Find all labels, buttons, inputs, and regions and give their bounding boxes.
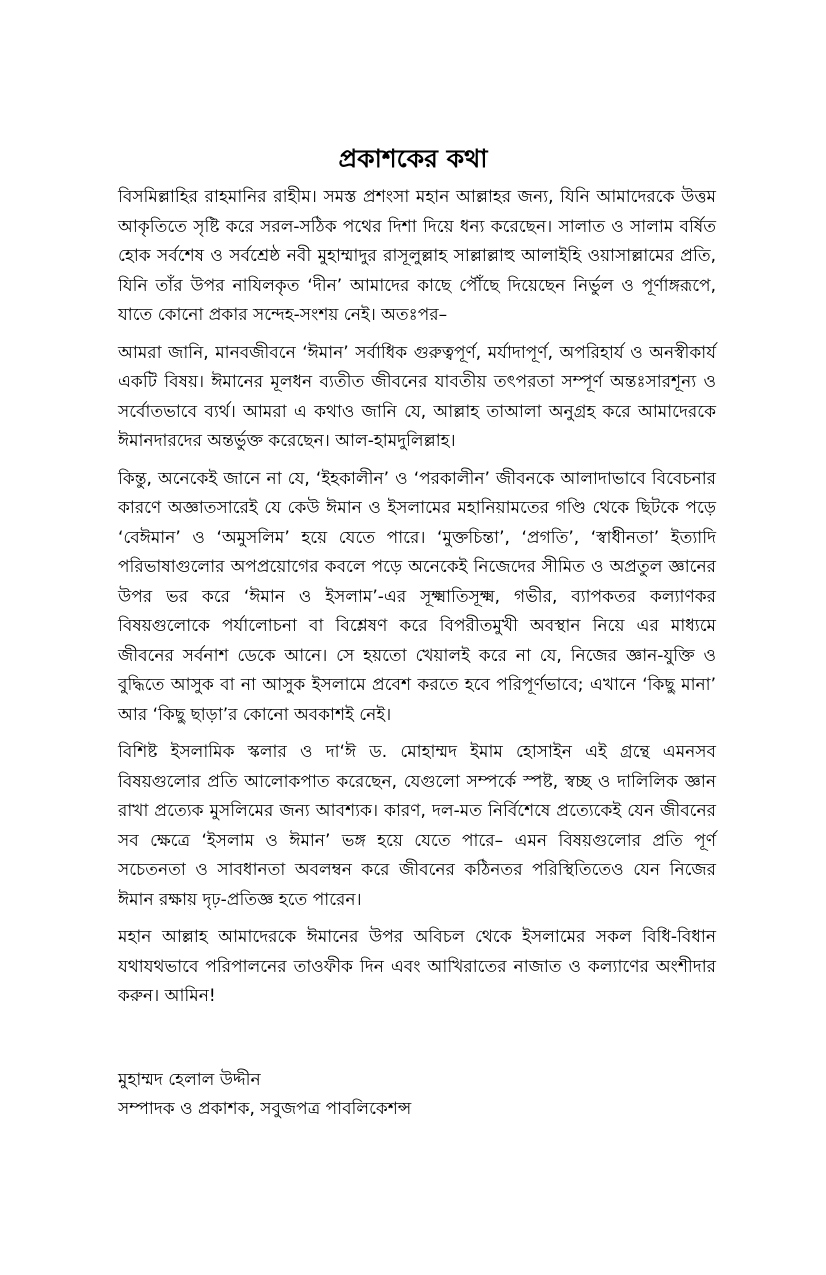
body-text xyxy=(118,183,716,1020)
paragraph-author: বিশিষ্ট ইসলামিক স্কলার ও দা‘ঈ ড. মোহাম্মদ ইমাম হোসাইন এই গ্রন্থে এমনসব বিষয়গুলোর প্রতি আলোকপাত করেছেন, যেগুলো সম্পর্কে স্পষ্ট, স্বচ্ছ ও দালিলিক জ্ঞান রাখা প্রত্যেক মুসলিমের জন্য আবশ্যক। কারণ, দল-মত নির্বিশেষে প্রত্যেকেই যেন জীবনের সব ক্ষেত্রে ‘ইসলাম ও ঈমান’ ভঙ্গ হয়ে যেতে পারে– এমন বিষয়গুলোর প্রতি পূর্ণ সচেতনতা ও সাবধানতা অবলম্বন করে জীবনের কঠিনতর পরিস্থিতিতেও যেন নিজের ঈমান রক্ষায় দৃঢ়-প্রতিজ্ঞ হতে পারেন। xyxy=(118,742,716,910)
paragraph-iman: আমরা জানি, মানবজীবনে ‘ঈমান’ সর্বাধিক গুরুত্বপূর্ণ, মর্যাদাপূর্ণ, অপরিহার্য ও অনস্বীকার্য একটি বিষয়। ঈমানের মূলধন ব্যতীত জীবনের যাবতীয় তৎপরতা সম্পূর্ণ অন্তঃসারশূন্য ও সর্বোতভাবে ব্যর্থ। আমরা এ কথাও জানি যে, আল্লাহ তাআলা অনুগ্রহ করে আমাদেরকে ঈমানদারদের অন্তর্ভুক্ত করেছেন। আল-হামদুলিল্লাহ। xyxy=(118,342,716,451)
signature-name: মুহাম্মদ হেলাল উদ্দীন xyxy=(118,1070,261,1090)
paragraph-opening: বিসমিল্লাহির রাহমানির রাহীম। সমস্ত প্রশংসা মহান আল্লাহর জন্য, যিনি আমাদেরকে উত্তম আকৃতিতে সৃষ্টি করে সরল-সঠিক পথের দিশা দিয়ে ধন্য করেছেন। সালাত ও সালাম বর্ষিত হোক সর্বশেষ ও সর্বশ্রেষ্ঠ নবী মুহাম্মাদুর রাসূলুল্লাহ সাল্লাল্লাহু আলাইহি ওয়াসাল্লামের প্রতি, যিনি তাঁর উপর নাযিলকৃত ‘দীন’ আমাদের কাছে পৌঁছে দিয়েছেন নির্ভুল ও পূর্ণাঙ্গরূপে, যাতে কোনো প্রকার সন্দেহ-সংশয় নেই। অতঃপর– xyxy=(118,187,716,325)
signature-role: সম্পাদক ও প্রকাশক, সবুজপত্র পাবলিকেশন্স xyxy=(118,1099,412,1119)
paragraph-dua: মহান আল্লাহ আমাদেরকে ঈমানের উপর অবিচল থেকে ইসলামের সকল বিধি-বিধান যথাযথভাবে পরিপালনের তাওফীক দিন এবং আখিরাতের নাজাত ও কল্যাণের অংশীদার করুন। আমিন! xyxy=(118,927,716,1006)
paragraph-but: কিন্তু, অনেকেই জানে না যে, ‘ইহকালীন’ ও ‘পরকালীন’ জীবনকে আলাদাভাবে বিবেচনার কারণে অজ্ঞাতসারেই যে কেউ ঈমান ও ইসলামের মহানিয়ামতের গণ্ডি থেকে ছিটকে পড়ে ‘বেঈমান’ ও ‘অমুসলিম’ হয়ে যেতে পারে। ‘মুক্তচিন্তা’, ‘প্রগতি’, ‘স্বাধীনতা’ ইত্যাদি পরিভাষাগুলোর অপপ্রয়োগের কবলে পড়ে অনেকেই নিজেদের সীমিত ও অপ্রতুল জ্ঞানের উপর ভর করে ‘ঈমান ও ইসলাম’-এর সূক্ষ্মাতিসূক্ষ্ম, গভীর, ব্যাপকতর কল্যাণকর বিষয়গুলোকে পর্যালোচনা বা বিশ্লেষণ করে বিপরীতমুখী অবস্থান নিয়ে এর মাধ্যমে জীবনের সর্বনাশ ডেকে আনে। সে হয়তো খেয়ালই করে না যে, নিজের জ্ঞান-যুক্তি ও বুদ্ধিতে আসুক বা না আসুক ইসলামে প্রবেশ করতে হবে পরিপূর্ণভাবে; এখানে ‘কিছু মানা’ আর ‘কিছু ছাড়া’র কোনো অবকাশই নেই। xyxy=(118,468,716,725)
page-title: প্রকাশকের কথা xyxy=(338,144,488,173)
signature-block xyxy=(118,1066,718,1124)
